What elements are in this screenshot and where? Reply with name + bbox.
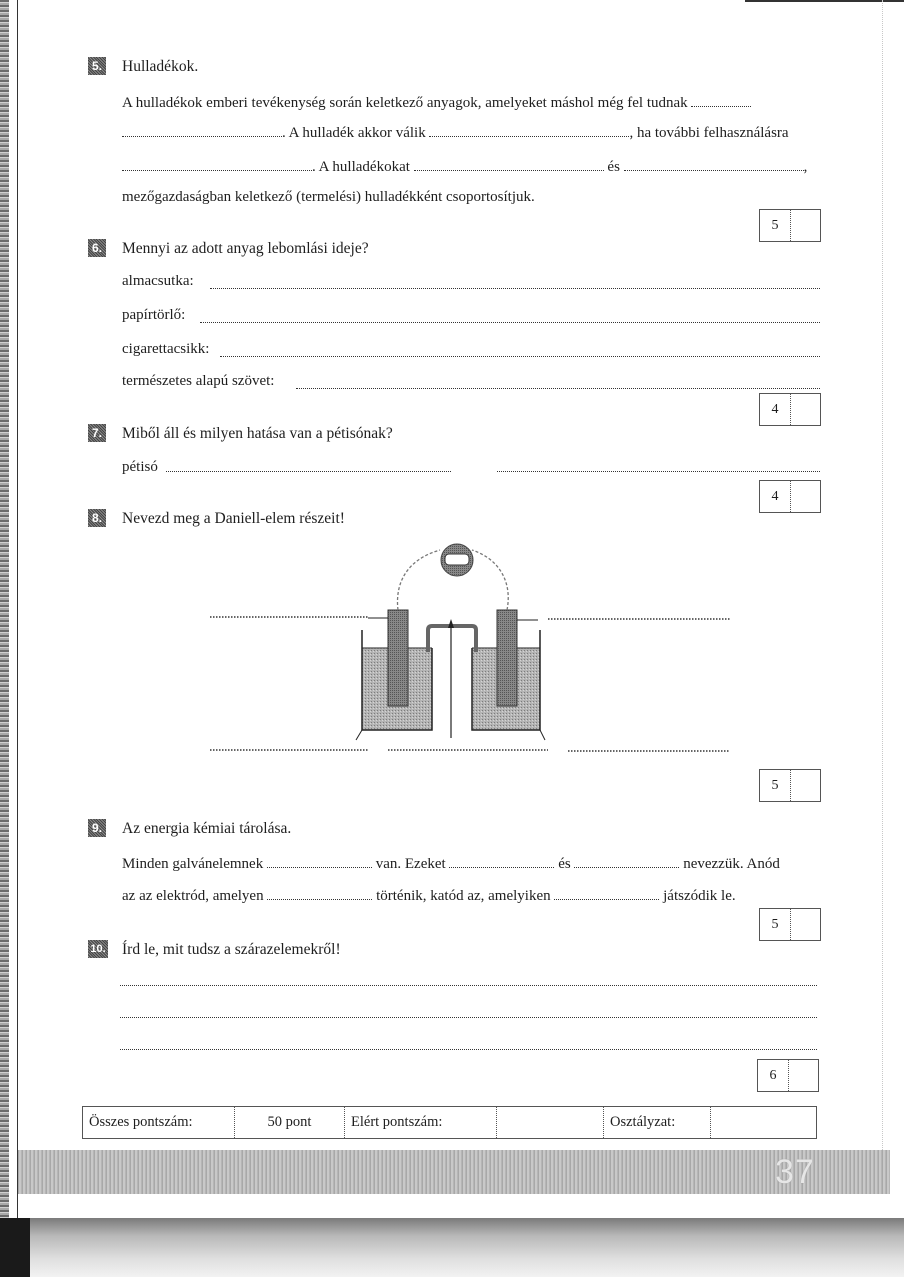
answer-line[interactable]: [200, 322, 820, 323]
scan-bottom-shadow: [0, 1218, 904, 1277]
question-title: Írd le, mit tudsz a szárazelemekről!: [122, 941, 341, 958]
voltmeter-display: [445, 554, 469, 565]
question-number-badge: 5.: [88, 57, 106, 75]
page-number: 37: [775, 1153, 815, 1191]
score-box: [757, 1059, 819, 1092]
achieved-points-field[interactable]: [497, 1107, 604, 1138]
max-points: 5: [760, 909, 791, 940]
answer-blank[interactable]: [554, 885, 659, 900]
question-number-badge: 6.: [88, 239, 106, 257]
max-points: 5: [760, 210, 791, 241]
answer-line[interactable]: [497, 471, 820, 472]
text-segment: ,: [803, 159, 808, 175]
max-points: 5: [760, 770, 791, 801]
binding-line: [17, 0, 18, 1220]
text-segment: történik, katód az, amelyiken: [376, 888, 551, 904]
max-points: 6: [758, 1060, 789, 1091]
answer-line[interactable]: [220, 356, 820, 357]
grade-field[interactable]: [711, 1107, 816, 1138]
answer-label: papírtörlő:: [122, 307, 186, 323]
right-margin-line: [882, 0, 884, 1150]
question-number-badge: 9.: [88, 819, 106, 837]
question-title: Nevezd meg a Daniell-elem részeit!: [122, 510, 345, 527]
score-box: [759, 769, 821, 802]
earned-points-field[interactable]: [791, 394, 820, 425]
grade-label: Osztályzat:: [604, 1107, 711, 1138]
answer-blank[interactable]: [429, 122, 629, 137]
max-points: 4: [760, 481, 791, 512]
answer-blank[interactable]: [449, 853, 554, 868]
answer-blank[interactable]: [122, 156, 312, 171]
text-segment: az az elektród, amelyen: [122, 888, 264, 904]
answer-blank[interactable]: [122, 122, 282, 137]
text-segment: és: [558, 856, 571, 872]
question-title: Miből áll és milyen hatása van a pétisónak?: [122, 425, 393, 442]
text-segment: és: [607, 159, 620, 175]
answer-label: természetes alapú szövet:: [122, 373, 275, 389]
question-text-line: [122, 853, 780, 874]
earned-points-field[interactable]: [791, 909, 820, 940]
earned-points-field[interactable]: [791, 210, 820, 241]
total-points-value: 50 pont: [235, 1107, 345, 1138]
answer-line[interactable]: [210, 288, 820, 289]
text-segment: . A hulladékokat: [312, 159, 410, 175]
answer-blank[interactable]: [624, 156, 804, 171]
daniell-cell-diagram: [200, 530, 760, 760]
top-rule: [745, 0, 904, 2]
text-segment: játszódik le.: [663, 888, 736, 904]
question-title: Hulladékok.: [122, 58, 199, 75]
score-box: [759, 480, 821, 513]
earned-points-field[interactable]: [789, 1060, 818, 1091]
answer-line[interactable]: [120, 1017, 817, 1018]
question-number-badge: 8.: [88, 509, 106, 527]
answer-line[interactable]: [166, 471, 451, 472]
question-number-badge: 10.: [88, 940, 108, 958]
score-box: [759, 908, 821, 941]
salt-bridge: [428, 626, 476, 652]
right-electrode: [497, 610, 517, 706]
max-points: 4: [760, 394, 791, 425]
answer-label: cigarettacsikk:: [122, 341, 210, 357]
question-text-line: [122, 885, 736, 906]
left-wire-coil: [397, 550, 440, 610]
score-summary-table: [82, 1106, 817, 1139]
text-segment: van. Ezeket: [375, 856, 446, 872]
answer-blank[interactable]: [414, 156, 604, 171]
answer-blank[interactable]: [267, 885, 372, 900]
question-text-line: mezőgazdaságban keletkező (termelési) hulladékként csoportosítjuk.: [122, 189, 535, 205]
answer-line[interactable]: [120, 985, 817, 986]
text-segment: . A hulladék akkor válik: [282, 125, 426, 141]
answer-line[interactable]: [296, 388, 820, 389]
score-box: [759, 209, 821, 242]
answer-blank[interactable]: [267, 853, 372, 868]
score-box: [759, 393, 821, 426]
text-segment: nevezzük. Anód: [683, 856, 780, 872]
total-points-label: Összes pontszám:: [83, 1107, 235, 1138]
question-number-badge: 7.: [88, 424, 106, 442]
text-segment: Minden galvánelemnek: [122, 856, 264, 872]
question-title: Mennyi az adott anyag lebomlási ideje?: [122, 240, 369, 257]
scan-left-edge: [0, 0, 9, 1277]
left-electrode: [388, 610, 408, 706]
answer-blank[interactable]: [574, 853, 679, 868]
answer-line[interactable]: [120, 1049, 817, 1050]
arrow-head: [448, 619, 454, 628]
right-wire-coil: [472, 550, 508, 610]
question-text-line: [122, 122, 789, 143]
achieved-points-label: Elért pontszám:: [345, 1107, 497, 1138]
answer-label: almacsutka:: [122, 273, 194, 289]
earned-points-field[interactable]: [791, 481, 820, 512]
scan-bottom-corner: [0, 1218, 30, 1277]
question-text-line: [122, 92, 751, 113]
question-title: Az energia kémiai tárolása.: [122, 820, 292, 837]
answer-blank[interactable]: [691, 92, 751, 107]
answer-label: pétisó: [122, 459, 158, 475]
footer-band: [18, 1150, 890, 1194]
text-segment: A hulladékok emberi tevékenység során keletkező anyagok, amelyeket máshol még fel tudnak: [122, 95, 688, 111]
earned-points-field[interactable]: [791, 770, 820, 801]
question-text-line: [122, 156, 807, 177]
text-segment: , ha további felhasználásra: [629, 125, 789, 141]
